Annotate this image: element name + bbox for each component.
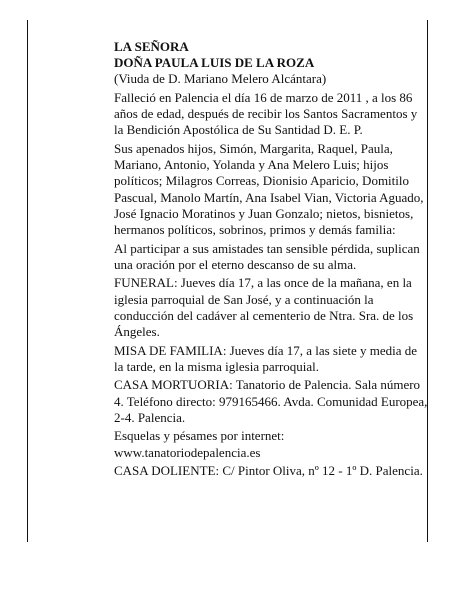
- notice-heading-name: DOÑA PAULA LUIS DE LA ROZA: [114, 55, 315, 71]
- request-paragraph: Al participar a sus amistades tan sensible pérdida, suplican una oración por el eterno descanso de su alma.: [114, 240, 420, 272]
- death-paragraph: Falleció en Palencia el día 16 de marzo de 2011 , a los 86 años de edad, después de recibir los Santos Sacramentos y la Bendición Apostólica de Su Santidad D. E. P.: [114, 90, 418, 138]
- family-house-paragraph: CASA DOLIENTE: C/ Pintor Oliva, nº 12 - 1º D. Palencia.: [114, 463, 423, 479]
- family-paragraph: Sus apenados hijos, Simón, Margarita, Raquel, Paula, Mariano, Antonio, Yolanda y Ana Melero Luis; hijos políticos; Milagros Correas, Dionisio Aparicio, Domitilo Pascual, Manolo Martín, Ana Isabel Vian, Victoria Aguado, José Ignacio Moratinos y Juan Gonzalo; nietos, bisnietos, hermanos políticos, sobrinos, primos y demás familia:: [114, 141, 424, 238]
- internet-paragraph: Esquelas y pésames por internet: www.tanatoriodepalencia.es: [114, 428, 285, 460]
- family-mass-paragraph: MISA DE FAMILIA: Jueves día 17, a las siete y media de la tarde, en la misma iglesia parroquial.: [114, 342, 418, 374]
- obituary-notice: [114, 39, 428, 482]
- widow-line: (Viuda de D. Mariano Melero Alcántara): [114, 71, 327, 87]
- funeral-paragraph: FUNERAL: Jueves día 17, a las once de la mañana, en la iglesia parroquial de San José, y a continuación la conducción del cadáver al cementerio de Ntra. Sra. de los Ángeles.: [114, 275, 414, 340]
- funeral-home-paragraph: CASA MORTUORIA: Tanatorio de Palencia. Sala número 4. Teléfono directo: 979165466. Avda. Comunidad Europea, 2-4. Palencia.: [114, 377, 428, 425]
- notice-heading-title: LA SEÑORA: [114, 39, 189, 54]
- frame-left-border: [27, 20, 28, 542]
